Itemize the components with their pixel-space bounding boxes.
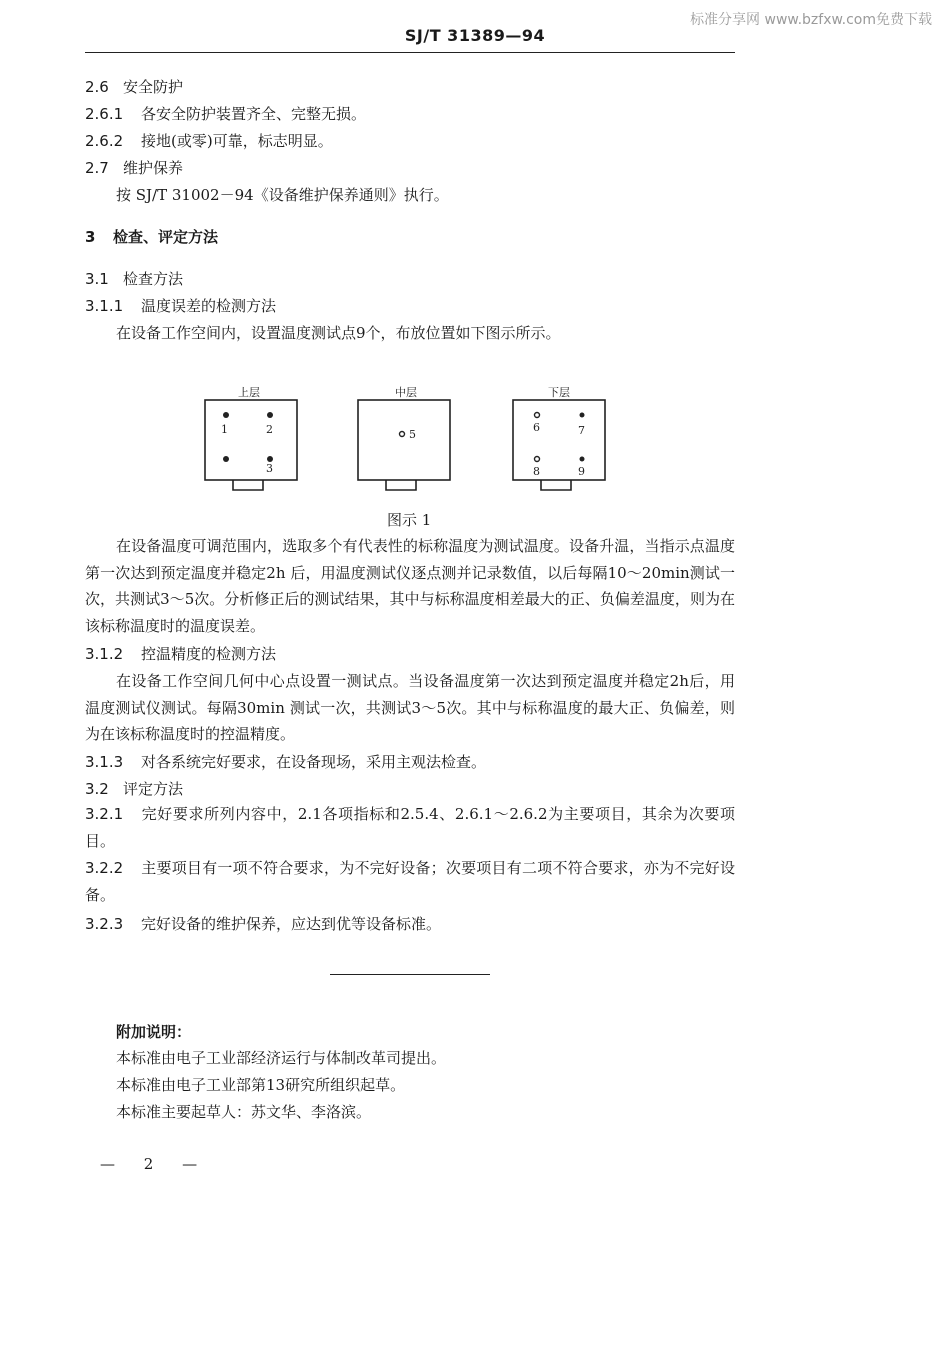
section-text: 检查方法 <box>123 270 184 288</box>
watermark: 标准分享网 www.bzfxw.com免费下载 <box>690 12 932 28</box>
section-number: 3.2.3 <box>85 915 124 933</box>
test-point-dot-2 <box>267 412 273 418</box>
section-3-2-3 <box>85 913 441 934</box>
section-text: 维护保养 <box>123 159 184 177</box>
section-2-6 <box>85 76 183 97</box>
upper-layer-box <box>205 400 297 480</box>
test-point-label-5: 5 <box>409 428 416 441</box>
test-point-label-6: 6 <box>533 421 540 434</box>
test-points-intro: 在设备工作空间内，设置温度测试点9个，布放位置如下图示所示。 <box>116 324 561 342</box>
section-number: 3 <box>85 228 96 246</box>
section-number: 2.7 <box>85 159 109 177</box>
test-point-dot-4 <box>223 456 229 462</box>
section-text: 检查、评定方法 <box>113 228 219 246</box>
test-point-dot-7 <box>580 413 585 418</box>
section-2-6-1 <box>85 103 366 124</box>
test-point-dot-9 <box>580 457 585 462</box>
section-number: 3.1.3 <box>85 753 124 771</box>
page-number: — 2 — <box>100 1155 210 1173</box>
upper-layer-door <box>233 480 263 490</box>
header-rule <box>85 52 735 53</box>
appendix-line: 本标准由电子工业部第13研究所组织起草。 <box>116 1076 406 1094</box>
test-point-dot-8 <box>535 457 540 462</box>
section-number: 3.1 <box>85 270 109 288</box>
figure-caption: 图示 1 <box>387 511 432 529</box>
section-number: 2.6 <box>85 78 109 96</box>
section-3-1-3 <box>85 751 486 772</box>
section-number: 3.1.2 <box>85 645 124 663</box>
section-2-6-2 <box>85 130 333 151</box>
figure-label-middle: 中层 <box>395 386 417 399</box>
test-point-dot-5 <box>400 432 405 437</box>
section-number: 3.1.1 <box>85 297 124 315</box>
document-header: SJ/T 31389—94 <box>404 26 546 45</box>
test-point-figure <box>200 398 620 494</box>
test-point-label-1: 1 <box>221 423 228 436</box>
section-text: 各安全防护装置齐全、完整无损。 <box>141 105 367 123</box>
section-text: 控温精度的检测方法 <box>141 645 277 663</box>
section-text: 安全防护 <box>123 78 184 96</box>
section-2-7 <box>85 157 183 178</box>
section-3-title <box>85 226 218 247</box>
section-number: 3.2.2 <box>85 859 124 877</box>
test-point-label-2: 2 <box>266 423 273 436</box>
section-text: 主要项目有一项不符合要求，为不完好设备；次要项目有二项不符合要求，亦为不完好设备。 <box>85 859 735 904</box>
test-point-label-7: 7 <box>578 424 585 437</box>
section-text: 温度误差的检测方法 <box>141 297 277 315</box>
appendix-line: 本标准主要起草人：苏文华、李洛滨。 <box>116 1103 372 1121</box>
appendix-line: 本标准由电子工业部经济运行与体制改革司提出。 <box>116 1049 447 1067</box>
section-3-2 <box>85 778 183 799</box>
section-number: 2.6.2 <box>85 132 124 150</box>
middle-layer-door <box>386 480 416 490</box>
section-text: 完好设备的维护保养，应达到优等设备标准。 <box>141 915 442 933</box>
section-3-2-1 <box>85 801 735 854</box>
test-point-dot-1 <box>223 412 229 418</box>
section-3-2-2 <box>85 855 735 908</box>
end-separator <box>330 974 490 975</box>
paragraph-text: 在设备温度可调范围内，选取多个有代表性的标称温度为测试温度。设备升温，当指示点温度第一次达到预定温度并稳定2h 后，用温度测试仪逐点测并记录数值，以后每隔10～20min测试一次，共测试3～5次。分析修正后的测试结果，其中与标称温度相差最大的正、负偏差温度，则为在该标称温度时的温度误差。 <box>85 537 735 635</box>
paragraph-text: 在设备工作空间几何中心点设置一测试点。当设备温度第一次达到预定温度并稳定2h后，用温度测试仪测试。每隔30min 测试一次，共测试3～5次。其中与标称温度的最大正、负偏差，则为在该标称温度时的控温精度。 <box>85 672 735 743</box>
test-point-label-9: 9 <box>578 465 585 478</box>
lower-layer-door <box>541 480 571 490</box>
section-text: 评定方法 <box>123 780 184 798</box>
middle-layer-box <box>358 400 450 480</box>
test-point-label-3: 3 <box>266 462 273 475</box>
section-text: 完好要求所列内容中，2.1各项指标和2.5.4、2.6.1～2.6.2为主要项目，其余为次要项目。 <box>85 805 735 850</box>
test-point-label-8: 8 <box>533 465 540 478</box>
temperature-error-paragraph <box>85 533 735 639</box>
figure-label-upper: 上层 <box>238 386 260 399</box>
section-text: 对各系统完好要求，在设备现场，采用主观法检查。 <box>141 753 487 771</box>
test-point-dot-6 <box>535 413 540 418</box>
section-3-1 <box>85 268 183 289</box>
appendix-title: 附加说明： <box>116 1023 192 1041</box>
section-3-1-2 <box>85 643 276 664</box>
section-3-1-1 <box>85 295 276 316</box>
control-precision-paragraph <box>85 668 735 748</box>
figure-label-lower: 下层 <box>548 386 570 399</box>
section-text: 接地(或零)可靠，标志明显。 <box>141 132 333 150</box>
section-number: 3.2 <box>85 780 109 798</box>
section-number: 3.2.1 <box>85 805 124 823</box>
lower-layer-box <box>513 400 605 480</box>
section-number: 2.6.1 <box>85 105 124 123</box>
maintenance-text: 按 SJ/T 31002－94《设备维护保养通则》执行。 <box>116 186 449 204</box>
